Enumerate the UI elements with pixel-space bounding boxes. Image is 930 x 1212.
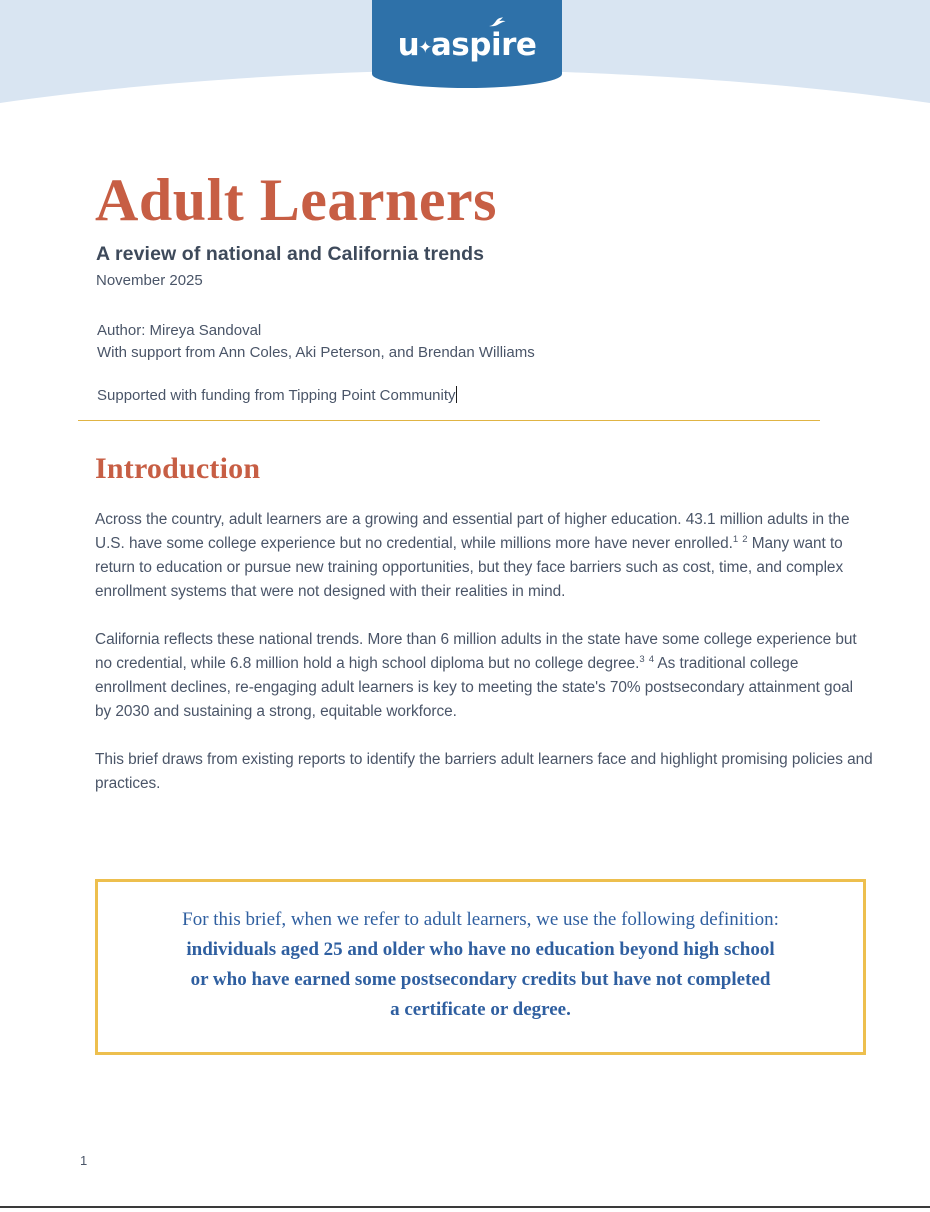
logo-letters-asp: asp (430, 26, 491, 63)
logo-letters-re: re (501, 26, 537, 63)
support-line: With support from Ann Coles, Aki Peterson, and Brendan Williams (97, 344, 535, 361)
text-caret (456, 386, 458, 403)
footnote-ref-4[interactable]: 4 (648, 653, 655, 665)
author-line: Author: Mireya Sandoval (97, 322, 262, 339)
section-heading-introduction: Introduction (95, 452, 261, 485)
funding-line: Supported with funding from Tipping Point Community (97, 387, 456, 404)
footnote-ref-2[interactable]: 2 (742, 533, 748, 545)
introduction-body (95, 508, 873, 820)
paragraph-1-part-b: Many want to return to education or pursue new training opportunities, but they face barriers such as cost, time, and complex enrollment systems that were not designed with their realities in mind. (95, 535, 844, 600)
paragraph-2-part-b: As traditional college enrollment declines, re-engaging adult learners is key to meeting the state's 70% postsecondary attainment goal by 2030 and sustaining a strong, equitable workforce. (95, 655, 853, 720)
author-block (97, 320, 535, 364)
funding-line-wrapper (97, 385, 457, 407)
publication-date: November 2025 (96, 272, 203, 289)
page-bottom-rule (0, 1206, 930, 1208)
header-divider-rule (78, 420, 820, 421)
footnote-ref-3[interactable]: 3 (639, 653, 645, 665)
footnote-ref-1[interactable]: 1 (732, 533, 739, 545)
paragraph-1 (95, 508, 873, 604)
paragraph-2-part-a: California reflects these national trends. More than 6 million adults in the state have some college experience but no credential, while 6.8 million hold a high school diploma but no college degree. (95, 631, 857, 672)
definition-lead: For this brief, when we refer to adult learners, we use the following definition: (182, 909, 779, 930)
definition-emphasis-line-2: or who have earned some postsecondary credits but have not completed (190, 969, 771, 990)
definition-emphasis-line-3: a certificate or degree. (390, 999, 571, 1020)
page-subtitle: A review of national and California trends (96, 243, 485, 265)
definition-emphasis-line-1: individuals aged 25 and older who have no education beyond high school (186, 939, 775, 960)
logo-letter-u: u (397, 26, 420, 63)
paragraph-2 (95, 628, 873, 724)
logo-star-icon: ✦ (418, 37, 432, 58)
definition-callout-box (95, 879, 866, 1055)
page-title: Adult Learners (95, 167, 497, 233)
definition-callout-text (140, 905, 821, 1025)
logo-letter-i: i (490, 26, 502, 63)
paragraph-3: This brief draws from existing reports to identify the barriers adult learners face and highlight promising policies and practices. (95, 751, 873, 792)
page-number: 1 (80, 1153, 88, 1168)
paragraph-1-part-a: Across the country, adult learners are a growing and essential part of higher education. 43.1 million adults in the U.S. have some college experience but no credential, while millions more have never enrolled. (95, 511, 850, 552)
